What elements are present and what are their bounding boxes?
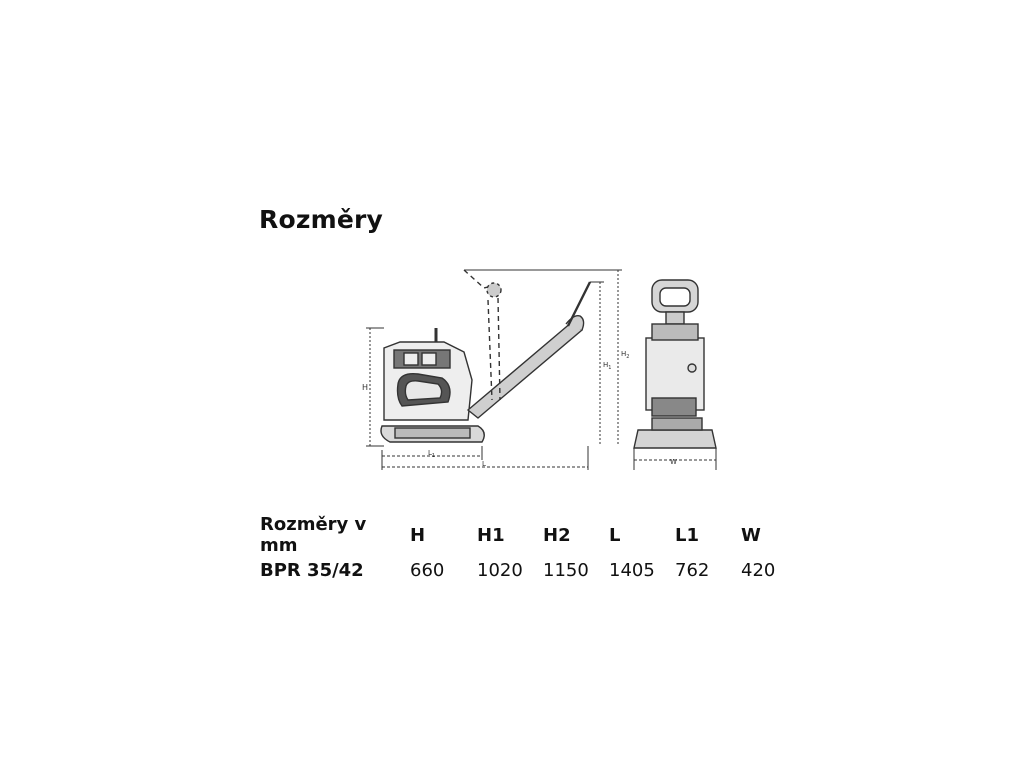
value-h: 660 bbox=[410, 559, 445, 581]
header-h1: H1 bbox=[477, 524, 505, 546]
label-h2: $H_2$ bbox=[621, 350, 630, 360]
front-view bbox=[634, 280, 716, 470]
table-header-row bbox=[260, 514, 801, 556]
value-l1: 762 bbox=[675, 559, 710, 581]
header-h: H bbox=[410, 524, 426, 546]
row-model: BPR 35/42 bbox=[260, 559, 364, 581]
value-l: 1405 bbox=[609, 559, 655, 581]
header-w: W bbox=[741, 524, 761, 546]
label-l1: $L_1$ bbox=[428, 449, 436, 459]
value-h2: 1150 bbox=[543, 559, 589, 581]
label-l: L bbox=[482, 460, 486, 468]
label-h1: $H_1$ bbox=[603, 361, 612, 371]
label-w: W bbox=[670, 458, 677, 466]
header-l1: L1 bbox=[675, 524, 699, 546]
dimensions-table bbox=[260, 514, 801, 584]
header-dimensions-mm: Rozměry v mm bbox=[260, 514, 367, 556]
header-l: L bbox=[609, 524, 621, 546]
handle-bar bbox=[468, 322, 582, 418]
handle-upright-dashed bbox=[488, 300, 492, 400]
side-view bbox=[366, 270, 622, 470]
value-h1: 1020 bbox=[477, 559, 523, 581]
base-plate-rib bbox=[395, 428, 470, 438]
value-w: 420 bbox=[741, 559, 776, 581]
table-row bbox=[260, 556, 801, 584]
page-title: Rozměry bbox=[259, 205, 384, 234]
dimension-drawing bbox=[360, 260, 780, 480]
front-base bbox=[634, 430, 716, 448]
header-h2: H2 bbox=[543, 524, 571, 546]
label-h: H bbox=[362, 383, 369, 392]
